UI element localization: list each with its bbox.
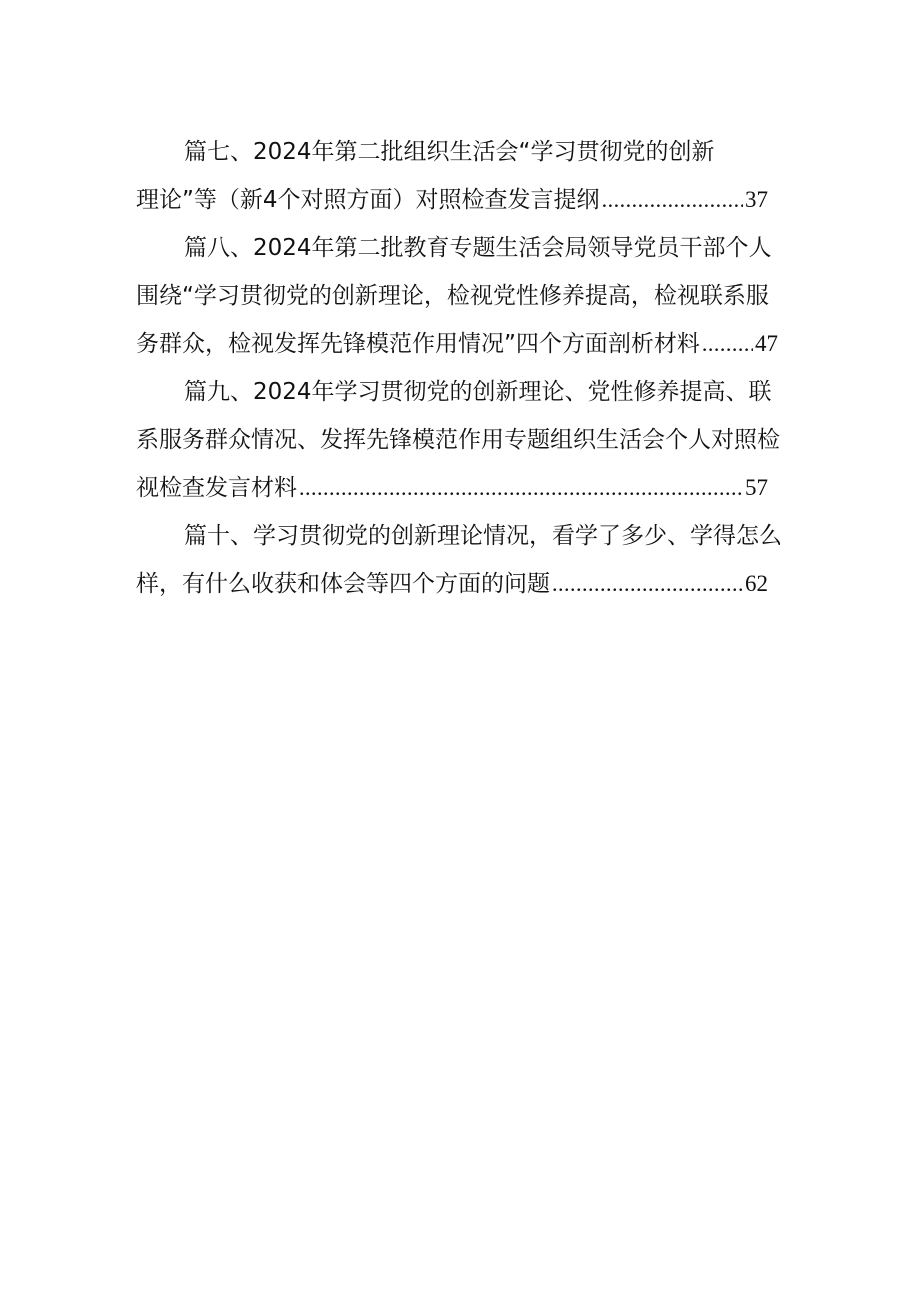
toc-entry-line <box>136 180 768 228</box>
toc-entry-line <box>136 324 778 372</box>
toc-entry-text: 系服务群众情况、发挥先锋模范作用专题组织生活会个人对照检 <box>136 427 780 453</box>
toc-entry-text: 样，有什么收获和体会等四个方面的问题 <box>136 571 550 597</box>
toc-entry-line <box>136 468 768 516</box>
toc-entry-line <box>136 228 784 276</box>
toc-entry-text: 篇七、2024年第二批组织生活会“学习贯彻党的创新 <box>184 139 715 165</box>
toc-entry-10[interactable] <box>136 516 784 612</box>
toc-entry-line <box>136 372 784 420</box>
toc-entry-text: 务群众，检视发挥先锋模范作用情况”四个方面剖析材料 <box>136 331 700 357</box>
dot-leader <box>552 564 743 604</box>
toc-page-number: 47 <box>755 331 778 356</box>
toc-entry-8[interactable] <box>136 228 784 372</box>
toc-entry-line <box>136 132 784 180</box>
toc-entry-text: 视检查发言材料 <box>136 475 297 501</box>
toc-entry-line <box>136 516 784 564</box>
toc-entry-line <box>136 420 784 468</box>
dot-leader <box>702 324 753 364</box>
toc-entry-9[interactable] <box>136 372 784 516</box>
toc-entry-text: 篇九、2024年学习贯彻党的创新理论、党性修养提高、联 <box>184 379 772 405</box>
toc-entry-text: 篇十、学习贯彻党的创新理论情况，看学了多少、学得怎么 <box>184 523 782 549</box>
toc-page-number: 62 <box>745 571 768 596</box>
table-of-contents <box>136 132 784 612</box>
toc-entry-7[interactable] <box>136 132 784 228</box>
toc-page-number: 57 <box>745 475 768 500</box>
toc-page-number: 37 <box>745 187 768 212</box>
toc-entry-text: 围绕“学习贯彻党的创新理论，检视党性修养提高，检视联系服 <box>136 283 769 309</box>
toc-entry-line <box>136 276 784 324</box>
toc-entry-line <box>136 564 768 612</box>
dot-leader <box>299 468 743 508</box>
dot-leader <box>602 180 743 220</box>
toc-entry-text: 理论”等（新4个对照方面）对照检查发言提纲 <box>136 187 600 213</box>
toc-entry-text: 篇八、2024年第二批教育专题生活会局领导党员干部个人 <box>184 235 772 261</box>
